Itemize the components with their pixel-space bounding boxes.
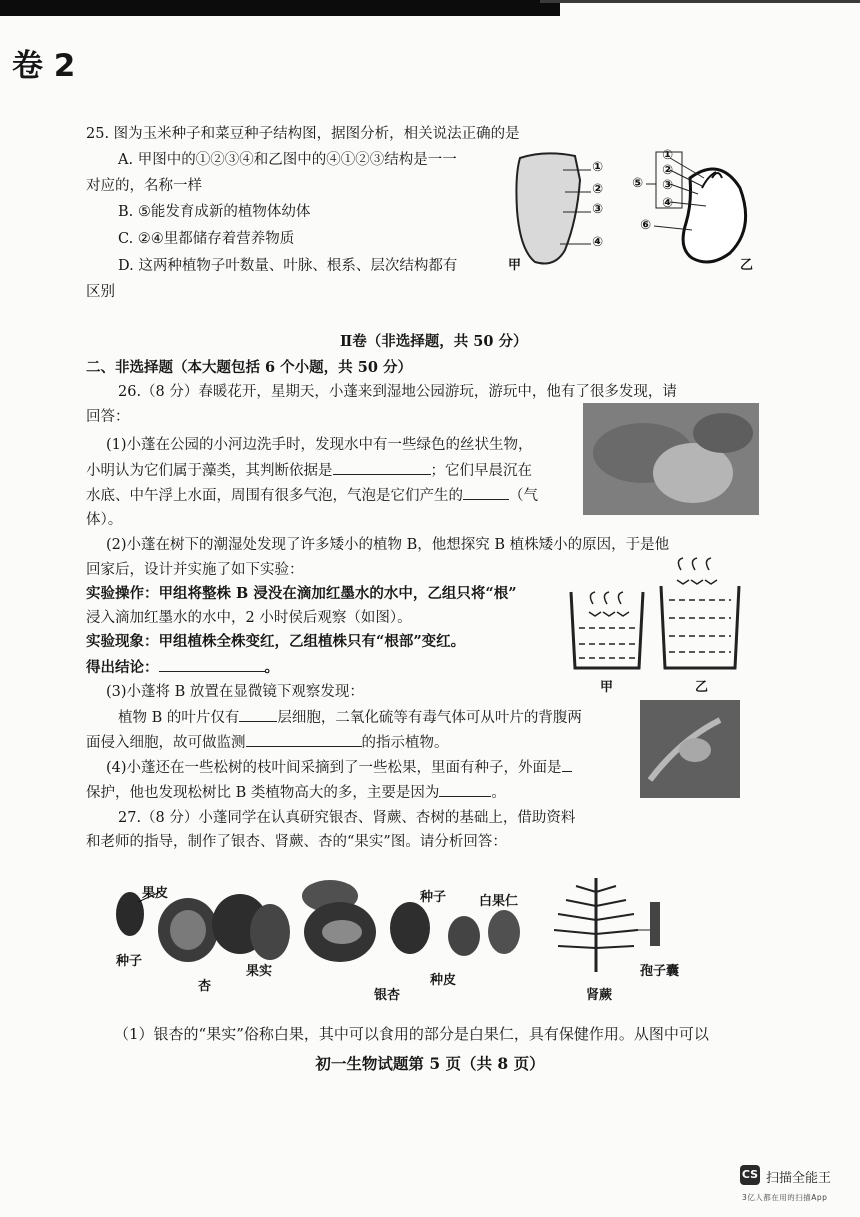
part2-title: Ⅱ卷（非选择题，共 50 分） bbox=[340, 333, 528, 350]
answer-blank-7[interactable] bbox=[439, 782, 491, 797]
q25-option-d-cont: 区别 bbox=[86, 284, 115, 300]
scan-edge-line bbox=[540, 0, 860, 3]
q26-p3-line2-pre: 植物 B 的叶片仅有 bbox=[118, 710, 240, 726]
algae-photo bbox=[583, 403, 759, 515]
q26-p3-line3 bbox=[86, 732, 449, 753]
page-footer: 初一生物试题第 5 页（共 8 页） bbox=[315, 1054, 545, 1073]
q26-intro-cont: 回答： bbox=[86, 409, 130, 425]
q26-intro: 26.（8 分）春暖花开，星期天，小蓬来到湿地公园游玩，游玩中，他有了很多发现，请 bbox=[118, 384, 677, 400]
q26-p1-line2-post: ；它们早晨沉在 bbox=[430, 463, 532, 479]
bean-label-3: ③ bbox=[662, 178, 674, 193]
q26-p1-line2 bbox=[86, 460, 532, 481]
corn-label-3: ③ bbox=[592, 202, 604, 217]
q27-intro: 27.（8 分）小蓬同学在认真研究银杏、肾蕨、杏树的基础上，借助资料 bbox=[118, 810, 576, 826]
q26-p1-line3 bbox=[86, 485, 538, 506]
q26-p4-line1-text: (4)小蓬还在一些松树的枝叶间采摘到了一些松果，里面有种子，外面是 bbox=[106, 760, 562, 776]
answer-blank-6[interactable] bbox=[562, 757, 572, 772]
bean-label-1: ① bbox=[662, 148, 674, 163]
beaker-experiment-diagram bbox=[565, 552, 750, 672]
corn-fig-caption: 甲 bbox=[508, 258, 522, 273]
q26-p1-line2-pre: 小明认为它们属于藻类，其判断依据是 bbox=[86, 463, 333, 479]
q26-p1-line3-post: （气 bbox=[509, 488, 538, 504]
answer-blank-3[interactable] bbox=[159, 657, 265, 672]
label-baozinang: 孢子囊 bbox=[640, 964, 680, 979]
q26-p2-line1: (2)小蓬在树下的潮湿处发现了许多矮小的植物 B，他想探究 B 植株矮小的原因，于是他 bbox=[106, 537, 670, 553]
q26-p3-line1: (3)小蓬将 B 放置在显微镜下观察发现： bbox=[106, 684, 364, 700]
label-guoshi: 果实 bbox=[246, 964, 273, 979]
label-zhongpi: 种皮 bbox=[430, 973, 457, 988]
section-heading: 二、非选择题（本大题包括 6 个小题，共 50 分） bbox=[86, 359, 412, 376]
beaker-jia-label: 甲 bbox=[600, 680, 614, 695]
q26-p3-line2-post: 层细胞，二氧化硫等有毒气体可从叶片的背腹两 bbox=[277, 710, 582, 726]
q26-p4-line2-post: 。 bbox=[491, 785, 506, 801]
label-guopi: 果皮 bbox=[142, 886, 169, 901]
q26-phenomenon: 实验现象：甲组植株全株变红，乙组植株只有“根部”变红。 bbox=[86, 633, 466, 650]
q27-p1: （1）银杏的“果实”俗称白果，其中可以食用的部分是白果仁，具有保健作用。从图中可以 bbox=[114, 1025, 709, 1043]
bean-label-2: ② bbox=[662, 163, 674, 178]
q26-operation-1: 实验操作：甲组将整株 B 浸没在滴加红墨水的水中，乙组只将“根” bbox=[86, 585, 517, 602]
label-xing: 杏 bbox=[198, 979, 212, 994]
label-zhongzi2: 种子 bbox=[420, 890, 447, 905]
bean-label-4: ④ bbox=[662, 196, 674, 211]
q26-p1-line3-pre: 水底、中午浮上水面，周围有很多气泡，气泡是它们产生的 bbox=[86, 488, 463, 504]
corn-label-4: ④ bbox=[592, 235, 604, 250]
label-shenjue: 肾蕨 bbox=[586, 988, 613, 1003]
q25-option-b: B. ⑤能发育成新的植物体幼体 bbox=[118, 204, 311, 220]
q25-option-c: C. ②④里都储存着营养物质 bbox=[118, 231, 295, 247]
q26-conclusion-label: 得出结论： bbox=[86, 659, 159, 676]
q25-option-a: A. 甲图中的①②③④和乙图中的④①②③结构是一一 bbox=[118, 152, 457, 168]
watermark-name: 扫描全能王 bbox=[766, 1171, 832, 1186]
q26-p4-line2 bbox=[86, 782, 506, 803]
beaker-yi-label: 乙 bbox=[695, 680, 709, 695]
q25-stem: 25. 图为玉米种子和菜豆种子结构图，据图分析，相关说法正确的是 bbox=[86, 126, 520, 142]
moss-photo bbox=[640, 700, 740, 798]
label-zhongzi: 种子 bbox=[116, 954, 143, 969]
bean-seed-diagram bbox=[630, 148, 760, 270]
q26-conclusion: 得出结论： 。 bbox=[86, 659, 279, 676]
label-yinxing: 银杏 bbox=[374, 988, 401, 1003]
q26-p1-line1: (1)小蓬在公园的小河边洗手时，发现水中有一些绿色的丝状生物， bbox=[106, 437, 533, 453]
q27-intro-cont: 和老师的指导，制作了银杏、肾蕨、杏的“果实”图。请分析回答： bbox=[86, 834, 507, 850]
camscanner-logo-icon: CS bbox=[740, 1165, 760, 1185]
q25-option-a-cont: 对应的，名称一样 bbox=[86, 178, 202, 194]
q26-p2-line2: 回家后，设计并实施了如下实验： bbox=[86, 562, 304, 578]
q26-p4-line1 bbox=[106, 757, 572, 778]
q26-p4-line2-pre: 保护，他也发现松树比 B 类植物高大的多，主要是因为 bbox=[86, 785, 440, 801]
corn-label-1: ① bbox=[592, 160, 604, 175]
answer-blank-5[interactable] bbox=[246, 732, 362, 747]
q25-option-d: D. 这两种植物子叶数量、叶脉、根系、层次结构都有 bbox=[118, 258, 458, 274]
q26-p3-line2 bbox=[118, 707, 582, 728]
corn-label-2: ② bbox=[592, 182, 604, 197]
bean-fig-caption: 乙 bbox=[740, 258, 754, 273]
bean-label-5: ⑤ bbox=[632, 176, 644, 191]
q26-operation-2: 浸入滴加红墨水的水中，2 小时侯后观察（如图）。 bbox=[86, 610, 412, 626]
label-baiguoren: 白果仁 bbox=[479, 894, 519, 909]
scan-edge-bar bbox=[0, 0, 560, 16]
q26-p3-line3-pre: 面侵入细胞，故可做监测 bbox=[86, 735, 246, 751]
q26-p3-line3-post: 的指示植物。 bbox=[361, 735, 449, 751]
answer-blank-2[interactable] bbox=[463, 485, 509, 500]
watermark-sub: 3亿人都在用的扫描App bbox=[742, 1193, 828, 1202]
bean-label-6: ⑥ bbox=[640, 218, 652, 233]
answer-blank-4[interactable] bbox=[239, 707, 277, 722]
answer-blank-1[interactable] bbox=[333, 460, 431, 475]
q26-p1-line4: 体）。 bbox=[86, 512, 123, 528]
volume-label: 卷 2 bbox=[12, 48, 76, 84]
